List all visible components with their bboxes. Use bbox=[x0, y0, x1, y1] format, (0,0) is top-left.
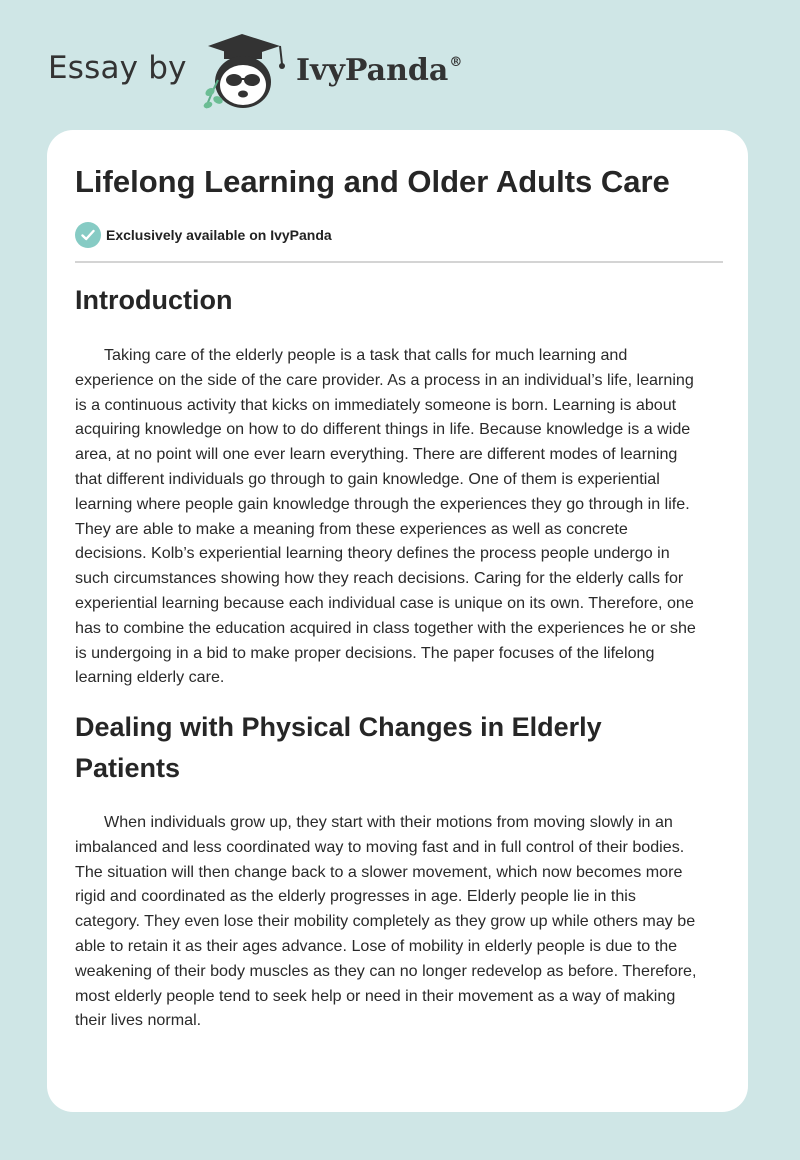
section-heading-introduction: Introduction bbox=[75, 285, 233, 315]
badge-label: Exclusively available on IvyPanda bbox=[106, 227, 332, 243]
site-header bbox=[0, 0, 800, 130]
section-paragraph-physical-changes: When individuals grow up, they start with their motions from moving slowly in an imbalanced and less coordinated way to moving fast and in full control of their bodies. The situation will then change back to a slower movement, which now becomes more rigid and coordinated as the elderly progresses in age. Elderly people lie in this category. They even lose their mobility completely as they grow up while others may be able to retain it as their ages advance. Lose of mobility in elderly people is due to the weakening of their body muscles as they can no longer redevelop as before. Therefore, most elderly people tend to seek help or need in their movement as a way of making their lives normal. bbox=[75, 813, 697, 1030]
essay-by-label: Essay by bbox=[48, 50, 187, 86]
ivypanda-logo-icon[interactable] bbox=[196, 30, 292, 112]
section-paragraph-introduction: Taking care of the elderly people is a task that calls for much learning and experience on the side of the care provider. As a process in an individual’s life, learning is a continuous activity that kicks on immediately someone is born. Learning is about acquiring knowledge on how to do different things in life. Because knowledge is a wide area, at no point will one ever learn everything. There are different modes of learning that different individuals go through to gain knowledge. One of them is experiential learning where people gain knowledge through the experiences they go through in life. They are able to make a meaning from these experiences as well as concrete decisions. Kolb’s experiential learning theory defines the process people undergo in such circumstances showing how they reach decisions. Caring for the elderly calls for experiential learning because each individual case is unique on its own. Therefore, one has to combine the education acquired in class together with the experiences he or she is undergoing in a bid to make proper decisions. The paper focuses of the lifelong learning elderly care. bbox=[75, 346, 696, 687]
article-card bbox=[47, 130, 748, 1112]
exclusive-badge bbox=[75, 222, 332, 248]
page-title: Lifelong Learning and Older Adults Care bbox=[75, 164, 670, 199]
divider bbox=[75, 261, 723, 263]
brand-name[interactable]: IvyPanda® bbox=[296, 53, 463, 88]
checkmark-icon bbox=[75, 222, 101, 248]
section-heading-physical-changes: Dealing with Physical Changes in Elderly Patients bbox=[75, 712, 602, 783]
